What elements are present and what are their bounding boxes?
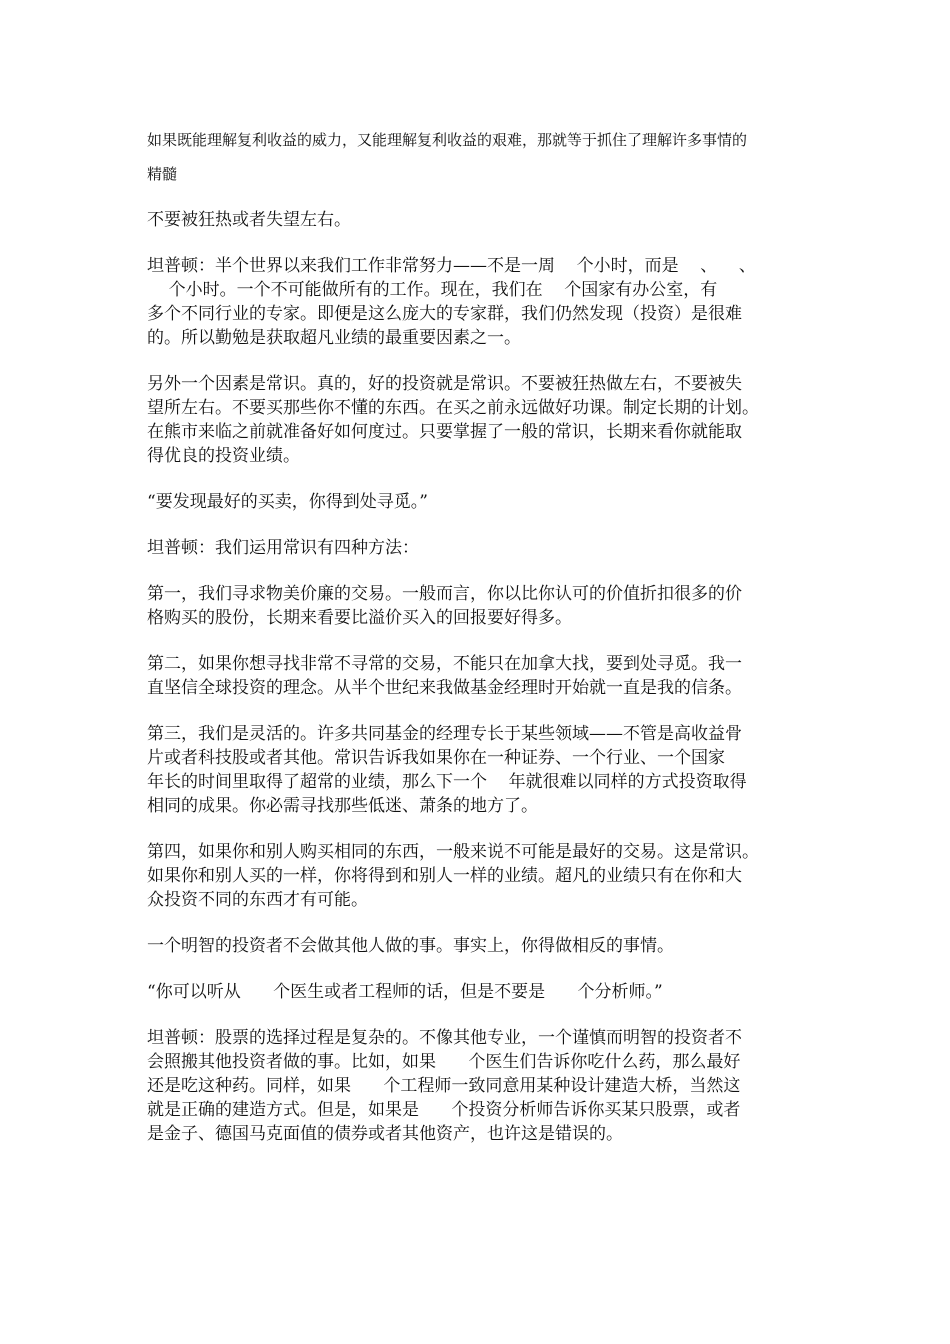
text-line: 相同的成果。你必需寻找那些低迷、萧条的地方了。 [147, 796, 538, 816]
paragraph [147, 722, 812, 818]
paragraph [147, 254, 812, 350]
text-line: 会照搬其他投资者做的事。比如，如果 个医生们告诉你吃什么药，那么最好 [147, 1052, 741, 1072]
paragraph [147, 840, 812, 912]
text-line: 在熊市来临之前就准备好如何度过。只要掌握了一般的常识，长期来看你就能取 [147, 422, 742, 442]
paragraph [147, 372, 812, 468]
text-line: 第四，如果你和别人购买相同的东西，一般来说不可能是最好的交易。这是常识。 [147, 842, 759, 862]
text-line: “你可以听从 个医生或者工程师的话，但是不要是 个分析师。” [147, 982, 663, 1002]
text-line: 年长的时间里取得了超常的业绩，那么下一个 年就很难以同样的方式投资取得 [147, 772, 747, 792]
text-line: 坦普顿：我们运用常识有四种方法： [147, 538, 419, 558]
text-line: 第二，如果你想寻找非常不寻常的交易，不能只在加拿大找，要到处寻觅。我一 [147, 654, 742, 674]
text-line: 望所左右。不要买那些你不懂的东西。在买之前永远做好功课。制定长期的计划。 [147, 398, 759, 418]
paragraph [147, 208, 812, 232]
header-line: 精髓 [147, 165, 178, 183]
text-line: 一个明智的投资者不会做其他人做的事。事实上，你得做相反的事情。 [147, 936, 674, 956]
text-line: 得优良的投资业绩。 [147, 446, 300, 466]
text-line: 另外一个因素是常识。真的，好的投资就是常识。不要被狂热做左右，不要被失 [147, 374, 742, 394]
text-line: 众投资不同的东西才有可能。 [147, 890, 368, 910]
text-line: 还是吃这种药。同样，如果 个工程师一致同意用某种设计建造大桥，当然这 [147, 1076, 741, 1096]
paragraph [147, 490, 812, 514]
text-line: 第三，我们是灵活的。许多共同基金的经理专长于某些领域——不管是高收益骨 [147, 724, 742, 744]
paragraph [147, 934, 812, 958]
text-line: 多个不同行业的专家。即便是这么庞大的专家群，我们仍然发现（投资）是很难 [147, 304, 742, 324]
paragraph [147, 980, 812, 1004]
text-line: 的。所以勤勉是获取超凡业绩的最重要因素之一。 [147, 328, 521, 348]
text-line: 第一，我们寻求物美价廉的交易。一般而言，你以比你认可的价值折扣很多的价 [147, 584, 742, 604]
body-text [147, 208, 812, 1168]
text-line: 是金子、德国马克面值的债券或者其他资产，也许这是错误的。 [147, 1124, 623, 1144]
text-line: 个小时。一个不可能做所有的工作。现在，我们在 个国家有办公室，有 [147, 280, 718, 300]
paragraph [147, 652, 812, 700]
text-line: 坦普顿：股票的选择过程是复杂的。不像其他专业，一个谨慎而明智的投资者不 [147, 1028, 742, 1048]
paragraph [147, 1026, 812, 1146]
text-line: 片或者科技股或者其他。常识告诉我如果你在一种证券、一个行业、一个国家 [147, 748, 725, 768]
text-line: 直坚信全球投资的理念。从半个世纪来我做基金经理时开始就一直是我的信条。 [147, 678, 742, 698]
paragraph [147, 582, 812, 630]
text-line: 不要被狂热或者失望左右。 [147, 210, 351, 230]
paragraph [147, 536, 812, 560]
text-line: 坦普顿：半个世界以来我们工作非常努力——不是一周 个小时，而是 、 、 [147, 256, 756, 276]
header-quote [147, 123, 817, 191]
text-line: “要发现最好的买卖，你得到处寻觅。” [147, 492, 428, 512]
text-line: 格购买的股份，长期来看要比溢价买入的回报要好得多。 [147, 608, 572, 628]
header-line: 如果既能理解复利收益的威力，又能理解复利收益的艰难，那就等于抓住了理解许多事情的 [147, 131, 748, 149]
text-line: 如果你和别人买的一样，你将得到和别人一样的业绩。超凡的业绩只有在你和大 [147, 866, 742, 886]
text-line: 就是正确的建造方式。但是，如果是 个投资分析师告诉你买某只股票，或者 [147, 1100, 741, 1120]
